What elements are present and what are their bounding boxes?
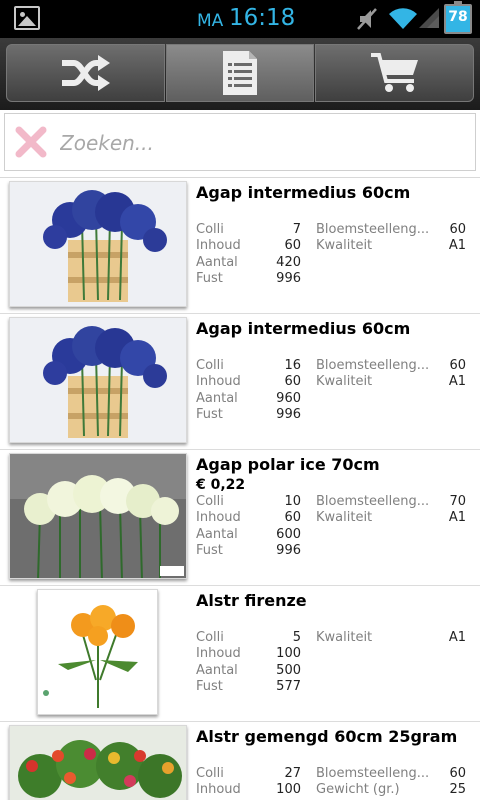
field-label: Colli <box>196 358 224 373</box>
field-value: 600 <box>276 527 301 542</box>
field-value: A1 <box>448 374 466 389</box>
field-label: Aantal <box>196 255 238 270</box>
mute-icon <box>356 7 378 31</box>
field-value: 500 <box>276 663 301 678</box>
field-value: 70 <box>449 494 466 509</box>
field-value: 60 <box>284 510 301 525</box>
field-label: Kwaliteit <box>316 374 373 389</box>
field-value: 996 <box>276 271 301 286</box>
field-value: 960 <box>276 391 301 406</box>
image-notification-icon <box>14 6 40 30</box>
field-label: Aantal <box>196 391 238 406</box>
product-title: Alstr gemengd 60cm 25gram <box>196 727 458 746</box>
field-value: 60 <box>284 374 301 389</box>
field-value: 60 <box>449 766 466 781</box>
field-label: Inhoud <box>196 782 241 797</box>
list-item[interactable] <box>0 722 480 800</box>
field-value: 100 <box>276 646 301 661</box>
list-item[interactable] <box>0 450 480 586</box>
field-value: 25 <box>449 782 466 797</box>
field-label: Bloemsteelleng... <box>316 766 430 781</box>
field-label: Colli <box>196 494 224 509</box>
status-bar <box>0 0 480 38</box>
field-label: Fust <box>196 679 223 694</box>
field-value: 16 <box>284 358 301 373</box>
field-value: 27 <box>284 766 301 781</box>
status-time: 16:18 <box>229 5 296 31</box>
tab-list[interactable] <box>166 44 314 102</box>
product-image <box>9 317 187 443</box>
field-label: Kwaliteit <box>316 630 373 645</box>
field-value: 60 <box>449 358 466 373</box>
field-value: 60 <box>449 222 466 237</box>
field-label: Gewicht (gr.) <box>316 782 400 797</box>
field-label: Inhoud <box>196 374 241 389</box>
field-value: A1 <box>448 238 466 253</box>
product-image <box>9 181 187 307</box>
cart-icon <box>370 51 420 95</box>
field-value: A1 <box>448 630 466 645</box>
field-value: 996 <box>276 407 301 422</box>
field-label: Colli <box>196 630 224 645</box>
list-item[interactable] <box>0 314 480 450</box>
signal-icon <box>418 7 440 29</box>
field-label: Bloemsteelleng... <box>316 222 430 237</box>
field-label: Kwaliteit <box>316 238 373 253</box>
product-title: Agap polar ice 70cm <box>196 455 380 474</box>
product-price: € 0,22 <box>196 477 246 493</box>
list-document-icon <box>220 49 260 97</box>
product-list <box>0 178 480 800</box>
field-label: Colli <box>196 222 224 237</box>
field-label: Aantal <box>196 663 238 678</box>
product-image <box>9 725 187 800</box>
field-value: 7 <box>292 222 301 237</box>
tab-cart[interactable] <box>315 44 474 102</box>
search-box <box>4 113 476 171</box>
search-bar <box>0 110 480 178</box>
product-image <box>37 589 158 715</box>
product-title: Agap intermedius 60cm <box>196 319 411 338</box>
field-value: 10 <box>284 494 301 509</box>
field-value: 100 <box>276 782 301 797</box>
field-value: 420 <box>276 255 301 270</box>
field-label: Inhoud <box>196 646 241 661</box>
field-value: 5 <box>292 630 301 645</box>
field-value: 60 <box>284 238 301 253</box>
battery-level: 78 <box>448 9 468 25</box>
field-label: Fust <box>196 407 223 422</box>
field-label: Aantal <box>196 527 238 542</box>
product-image <box>9 453 187 579</box>
list-item[interactable] <box>0 586 480 722</box>
product-title: Alstr firenze <box>196 591 307 610</box>
search-input[interactable] <box>60 126 460 160</box>
product-title: Agap intermedius 60cm <box>196 183 411 202</box>
clear-search-icon[interactable] <box>14 125 48 159</box>
wifi-icon <box>388 6 418 30</box>
field-value: 996 <box>276 543 301 558</box>
field-value: 577 <box>276 679 301 694</box>
tab-shuffle[interactable] <box>6 44 165 102</box>
tab-bar <box>0 38 480 110</box>
shuffle-icon <box>60 55 112 91</box>
field-label: Bloemsteelleng... <box>316 494 430 509</box>
field-value: A1 <box>448 510 466 525</box>
field-label: Inhoud <box>196 238 241 253</box>
field-label: Fust <box>196 543 223 558</box>
field-label: Bloemsteelleng... <box>316 358 430 373</box>
status-day: MA <box>197 11 224 31</box>
field-label: Inhoud <box>196 510 241 525</box>
field-label: Colli <box>196 766 224 781</box>
list-item[interactable] <box>0 178 480 314</box>
battery-icon <box>444 4 472 34</box>
field-label: Kwaliteit <box>316 510 373 525</box>
field-label: Fust <box>196 271 223 286</box>
